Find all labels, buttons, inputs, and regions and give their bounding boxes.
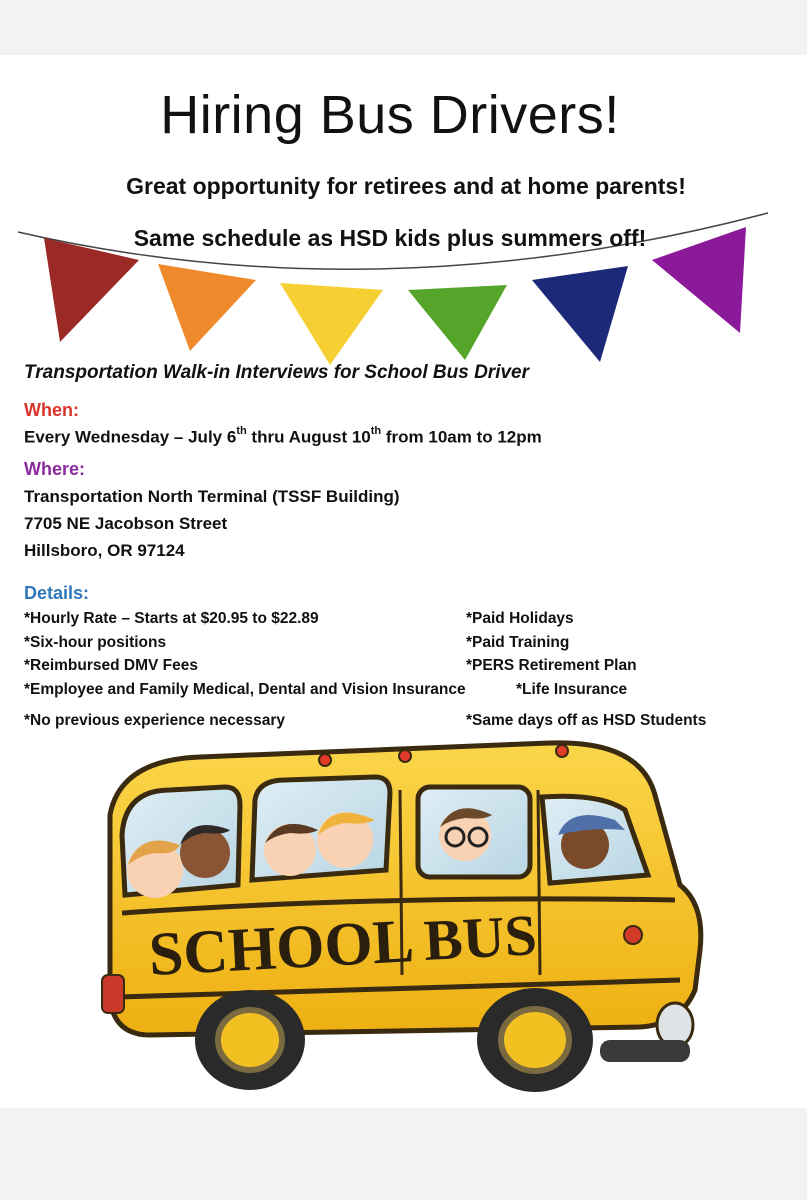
flag-yellow — [280, 283, 383, 365]
address-city: Hillsboro, OR 97124 — [24, 541, 185, 560]
page-title: Hiring Bus Drivers! — [160, 85, 620, 145]
flag-navy — [532, 266, 628, 362]
detail-six-hour: *Six-hour positions — [24, 634, 167, 651]
bus-sign-bus: BUS — [422, 902, 539, 973]
subtitle-schedule: Same schedule as HSD kids plus summers off! — [133, 225, 647, 251]
when-label: When: — [24, 400, 79, 420]
interviews-heading: Transportation Walk-in Interviews for School Bus Driver — [24, 362, 530, 383]
detail-paid-training: *Paid Training — [466, 634, 570, 651]
detail-dmv-fees: *Reimbursed DMV Fees — [24, 657, 198, 674]
bus-sign-school: SCHOOL — [147, 907, 416, 989]
detail-insurance: *Employee and Family Medical, Dental and Vision Insurance — [24, 681, 466, 698]
address-street: 7705 NE Jacobson Street — [24, 514, 228, 533]
detail-pers: *PERS Retirement Plan — [466, 657, 637, 674]
address-building: Transportation North Terminal (TSSF Building) — [24, 487, 400, 506]
flag-green — [408, 285, 507, 360]
detail-experience: *No previous experience necessary — [24, 712, 286, 729]
detail-hourly-rate: *Hourly Rate – Starts at $20.95 to $22.89 — [24, 610, 319, 627]
details-label: Details: — [24, 583, 90, 603]
when-text: Every Wednesday – July 6th thru August 10th from 10am to 12pm — [24, 425, 542, 447]
flyer — [0, 55, 807, 1108]
subtitle-retirees: Great opportunity for retirees and at home parents! — [126, 173, 686, 199]
flag-red — [44, 238, 139, 342]
detail-days-off: *Same days off as HSD Students — [466, 712, 707, 729]
flag-orange — [158, 264, 256, 351]
detail-life-insurance: *Life Insurance — [516, 681, 628, 698]
school-bus-illustration — [80, 735, 720, 1095]
where-label: Where: — [24, 459, 86, 479]
detail-paid-holidays: *Paid Holidays — [466, 610, 574, 627]
